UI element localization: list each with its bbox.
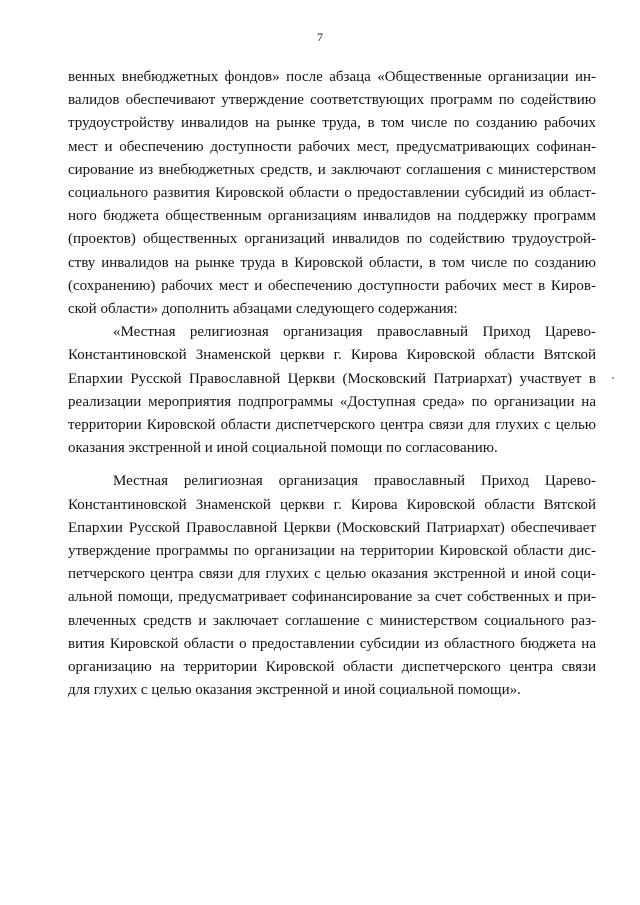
text-line: Епархии Русской Православной Церкви (Московский Патриархат) обеспечивает — [68, 519, 596, 536]
scan-artifact — [612, 377, 614, 379]
text-line: петчерского центра связи для глухих с целью оказания экстренной и иной соци- — [68, 566, 596, 583]
page-number: 7 — [317, 30, 323, 44]
text-line: Константиновской Знаменской церкви г. Кирова Кировской области Вятской — [68, 496, 596, 513]
paragraph-1 — [68, 66, 596, 321]
text-line: ного бюджета общественным организациям инвалидов на поддержку программ — [68, 208, 596, 225]
text-line: венных внебюджетных фондов» после абзаца «Общественные организации ин- — [68, 69, 596, 85]
text-line: для глухих с целью оказания экстренной и иной социальной помощи». — [68, 682, 521, 699]
text-line: «Местная религиозная организация православный Приход Царево- — [113, 324, 596, 341]
paragraph-3 — [68, 470, 596, 702]
text-line: реализации мероприятия подпрограммы «Доступная среда» по организации на — [68, 393, 596, 410]
text-line: Константиновской Знаменской церкви г. Кирова Кировской области Вятской — [68, 347, 596, 364]
text-line: социального развития Кировской области о предоставлении субсидий из област- — [68, 185, 596, 202]
text-line: сирование из внебюджетных средств, и заключают соглашения с министерством — [68, 161, 596, 178]
text-line: альной помощи, предусматривает софинансирование за счет собственных и при- — [68, 589, 596, 606]
text-line: (сохранению) рабочих мест и обеспечению доступности рабочих мест в Киров- — [68, 277, 596, 294]
text-line: вития Кировской области о предоставлении субсидии из областного бюджета на — [68, 635, 596, 652]
text-line: организацию на территории Кировской области диспетчерского центра связи — [68, 659, 596, 676]
text-line: влеченных средств и заключает соглашение с министерством социального раз- — [68, 612, 596, 629]
text-line: ской области» дополнить абзацами следующего содержания: — [68, 301, 458, 318]
text-line: Местная религиозная организация православный Приход Царево- — [113, 473, 596, 490]
text-line: оказания экстренной и иной социальной помощи по согласованию. — [68, 440, 498, 457]
document-body — [68, 66, 596, 702]
text-line: трудоустройству инвалидов на рынке труда, в том числе по созданию рабочих — [68, 115, 596, 132]
text-line: территории Кировской области диспетчерского центра связи для глухих с целью — [68, 417, 596, 434]
text-line: валидов обеспечивают утверждение соответствующих программ по содействию — [68, 92, 596, 109]
text-line: ству инвалидов на рынке труда в Кировской области, в том числе по созданию — [68, 254, 596, 271]
text-line: (проектов) общественных организаций инвалидов по содействию трудоустрой- — [68, 231, 596, 248]
text-line: мест и обеспечению доступности рабочих мест, предусматривающих софинан- — [68, 138, 596, 155]
paragraph-2 — [68, 321, 596, 460]
text-line: Епархии Русской Православной Церкви (Московский Патриархат) участвует в — [68, 370, 596, 387]
text-line: утверждение программы по организации на территории Кировской области дис- — [68, 543, 596, 560]
